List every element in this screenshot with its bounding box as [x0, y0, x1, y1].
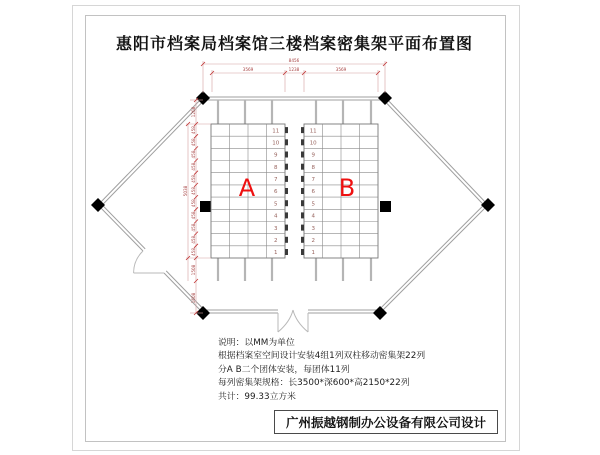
dim-top-left: 3569	[242, 67, 254, 72]
row-number: 3	[274, 225, 278, 232]
dim-row: 458	[191, 248, 196, 256]
row-number: 10	[272, 140, 280, 147]
row-number: 9	[274, 152, 278, 159]
notes-block	[218, 337, 488, 404]
dim-top-right: 3569	[335, 67, 347, 72]
group-b-label: B	[338, 174, 356, 202]
dim-row: 458	[191, 138, 196, 147]
row-number: 3	[311, 225, 315, 232]
dim-top-middle: 1238	[288, 67, 300, 72]
dim-row: 458	[191, 235, 196, 244]
group-a-label: A	[238, 174, 256, 202]
row-number: 8	[274, 164, 278, 171]
row-number: 10	[309, 140, 317, 147]
side-door	[134, 251, 164, 273]
dim-left-bottom: 1508	[191, 264, 196, 276]
row-number: 5	[274, 201, 278, 208]
row-number: 5	[311, 201, 315, 208]
dim-row: 458	[191, 150, 196, 159]
dim-row: 458	[191, 223, 196, 232]
dim-left-top: 1208	[191, 106, 196, 118]
row-number: 6	[274, 189, 278, 196]
shelf-handles-b	[301, 127, 304, 255]
row-number: 6	[311, 189, 315, 196]
note-line: 共计：99.33立方米	[218, 391, 296, 402]
designer-name: 广州振越钢制办公设备有限公司设计	[285, 415, 486, 430]
row-number: 11	[272, 128, 280, 135]
dim-row: 458	[191, 211, 196, 220]
dim-row: 458	[191, 187, 196, 195]
dim-left-total: 5038	[183, 185, 188, 197]
row-number: 4	[311, 213, 315, 220]
note-line: 说明：以MM为单位	[218, 338, 295, 348]
row-number: 1	[274, 250, 278, 257]
column-diamond-markers	[91, 91, 495, 320]
dim-row: 458	[191, 126, 196, 135]
row-number: 8	[311, 164, 315, 171]
row-number: 11	[309, 128, 317, 135]
dim-left-door: 1608	[191, 292, 196, 304]
row-number: 2	[311, 238, 315, 244]
shelf-group-a	[211, 124, 288, 258]
row-number: 1	[311, 250, 315, 257]
dim-row: 458	[191, 174, 196, 183]
room-walls	[98, 97, 488, 313]
drawing-title: 惠阳市档案局档案馆三楼档案密集架平面布置图	[115, 34, 473, 53]
note-line: 分A B二个团体安装，每团体11列	[218, 364, 350, 375]
note-line: 每列密集架规格：长3500*深600*高2150*22列	[218, 378, 410, 389]
note-line: 根据档案室空间设计安装4组1列双柱移动密集架22列	[218, 351, 426, 362]
row-number: 9	[311, 152, 315, 159]
shelf-group-b	[301, 124, 378, 258]
designer-title-block	[274, 410, 498, 434]
main-double-door	[278, 310, 308, 332]
row-number: 7	[311, 177, 315, 184]
dim-row: 458	[191, 162, 196, 171]
dim-row: 458	[191, 199, 196, 208]
dim-top-total: 8456	[288, 58, 300, 63]
shelf-handles-a	[285, 127, 288, 255]
row-number: 2	[274, 238, 278, 244]
row-number: 4	[274, 213, 278, 220]
row-number: 7	[274, 177, 278, 184]
